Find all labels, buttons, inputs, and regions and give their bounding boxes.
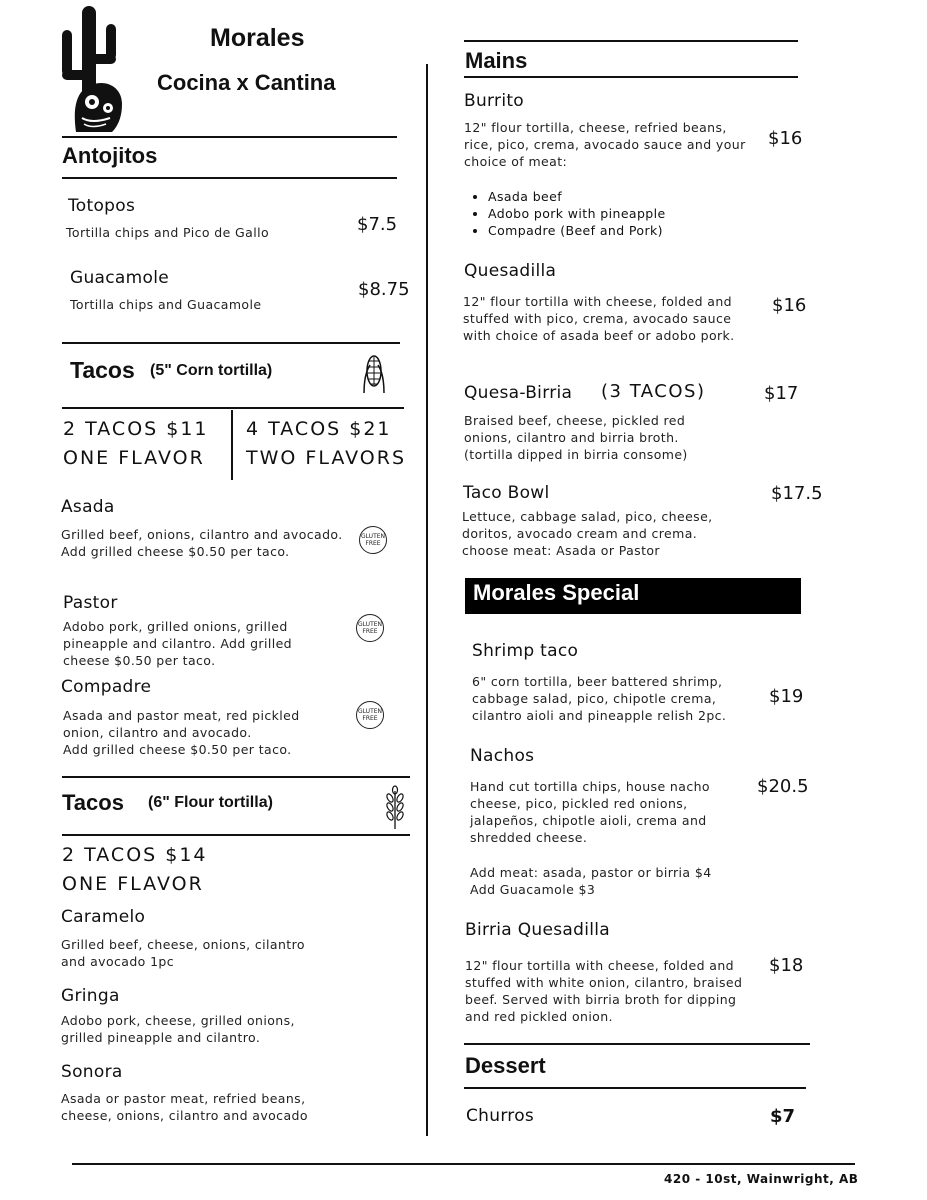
menu-item-price: $16 bbox=[772, 295, 807, 316]
divider bbox=[62, 776, 410, 778]
menu-item-description: Braised beef, cheese, pickled red onions, cilantro and birria broth. (tortilla dipped in birria consome) bbox=[464, 413, 688, 462]
combo-4-tacos bbox=[246, 415, 406, 473]
gluten-free-icon: GLUTEN FREE bbox=[356, 701, 384, 729]
menu-item-description: 12" flour tortilla with cheese, folded and stuffed with pico, crema, avocado sauce with choice of asada beef or adobo pork. bbox=[463, 294, 735, 343]
column-divider bbox=[426, 64, 428, 1136]
menu-item-description: Adobo pork, grilled onions, grilled pineapple and cilantro. Add grilled cheese $0.50 per taco. bbox=[63, 619, 293, 668]
menu-item-description: Tortilla chips and Pico de Gallo bbox=[66, 225, 269, 240]
menu-item-description: Grilled beef, cheese, onions, cilantro and avocado 1pc bbox=[61, 937, 305, 969]
section-subtitle: (6" Flour tortilla) bbox=[148, 794, 273, 811]
section-title-tacos-flour: Tacos bbox=[62, 790, 124, 815]
divider bbox=[62, 177, 397, 179]
section-title-dessert: Dessert bbox=[465, 1053, 546, 1078]
divider bbox=[62, 834, 410, 836]
menu-item-quantity: (3 TACOS) bbox=[601, 381, 706, 402]
menu-item-addons: Add meat: asada, pastor or birria $4 Add Guacamole $3 bbox=[470, 865, 712, 897]
menu-item-description: 6" corn tortilla, beer battered shrimp, cabbage salad, pico, chipotle crema, cilantro aioli and pineapple relish 2pc. bbox=[472, 674, 727, 723]
divider bbox=[464, 40, 798, 42]
divider bbox=[62, 136, 397, 138]
menu-item-name: Birria Quesadilla bbox=[465, 920, 610, 940]
menu-item-name: Taco Bowl bbox=[463, 483, 550, 503]
section-header-special bbox=[465, 578, 801, 614]
combo-flavor: ONE FLAVOR bbox=[63, 447, 205, 469]
menu-item-price: $17.5 bbox=[771, 483, 823, 504]
menu-item-price: $17 bbox=[764, 383, 799, 404]
menu-item-name: Quesa-Birria bbox=[464, 383, 573, 403]
combo-flavor: TWO FLAVORS bbox=[246, 447, 407, 469]
menu-item-price: $18 bbox=[769, 955, 804, 976]
section-title-tacos-corn: Tacos bbox=[70, 357, 135, 383]
section-title-special: Morales Special bbox=[473, 580, 640, 605]
menu-item-description: Tortilla chips and Guacamole bbox=[70, 297, 262, 312]
combo-price: 2 TACOS $11 bbox=[63, 418, 209, 440]
combo-divider bbox=[231, 410, 233, 480]
combo-price: 4 TACOS $21 bbox=[246, 418, 392, 440]
menu-item-name: Churros bbox=[466, 1106, 535, 1126]
section-title-mains: Mains bbox=[465, 48, 528, 73]
menu-item-description: Adobo pork, cheese, grilled onions, grilled pineapple and cilantro. bbox=[61, 1013, 295, 1045]
divider bbox=[62, 407, 404, 409]
divider bbox=[464, 1043, 810, 1045]
combo-flavor: ONE FLAVOR bbox=[62, 873, 204, 895]
menu-item-name: Quesadilla bbox=[464, 261, 557, 281]
combo-flour-tacos bbox=[62, 841, 208, 899]
restaurant-tagline: Cocina x Cantina bbox=[157, 70, 336, 95]
menu-item-name: Sonora bbox=[61, 1062, 123, 1082]
divider bbox=[464, 76, 798, 78]
menu-item-description: Grilled beef, onions, cilantro and avocado. Add grilled cheese $0.50 per taco. bbox=[61, 527, 343, 559]
wheat-icon bbox=[384, 785, 406, 835]
menu-item-name: Pastor bbox=[63, 593, 118, 613]
menu-item-name: Compadre bbox=[61, 677, 152, 697]
menu-item-price: $7.5 bbox=[357, 214, 398, 235]
menu-item-description: Asada or pastor meat, refried beans, cheese, onions, cilantro and avocado bbox=[61, 1091, 308, 1123]
menu-item-name: Totopos bbox=[68, 196, 136, 216]
menu-item-description: 12" flour tortilla with cheese, folded and stuffed with white onion, cilantro, braised beef. Served with birria broth for dipping and red pickled onion. bbox=[465, 958, 743, 1024]
menu-item-description: 12" flour tortilla, cheese, refried beans, rice, pico, crema, avocado sauce and your choice of meat: bbox=[464, 120, 746, 169]
menu-item-description: Asada and pastor meat, red pickled onion, cilantro and avocado. Add grilled cheese $0.50 per taco. bbox=[63, 708, 300, 757]
menu-item-name: Gringa bbox=[61, 986, 120, 1006]
combo-price: 2 TACOS $14 bbox=[62, 844, 208, 866]
footer-address: 420 - 10st, Wainwright, AB bbox=[664, 1172, 859, 1186]
section-title-antojitos: Antojitos bbox=[62, 143, 158, 168]
menu-item-price: $7 bbox=[770, 1106, 796, 1127]
cactus-logo-icon bbox=[56, 4, 126, 134]
menu-item-name: Asada bbox=[61, 497, 115, 517]
footer-divider bbox=[72, 1163, 855, 1165]
divider bbox=[464, 1087, 806, 1089]
burrito-options-list bbox=[466, 188, 666, 239]
menu-item-price: $20.5 bbox=[757, 776, 809, 797]
menu-item-name: Guacamole bbox=[70, 268, 169, 288]
menu-item-price: $19 bbox=[769, 686, 804, 707]
section-subtitle: (5" Corn tortilla) bbox=[150, 362, 273, 379]
menu-item-description: Lettuce, cabbage salad, pico, cheese, doritos, avocado cream and crema. choose meat: Asada or Pastor bbox=[462, 509, 713, 558]
menu-item-name: Caramelo bbox=[61, 907, 146, 927]
menu-item-name: Shrimp taco bbox=[472, 641, 579, 661]
divider bbox=[62, 342, 400, 344]
menu-item-name: Nachos bbox=[470, 746, 535, 766]
menu-item-name: Burrito bbox=[464, 91, 525, 111]
menu-item-price: $16 bbox=[768, 128, 803, 149]
corn-icon bbox=[360, 353, 388, 399]
restaurant-name: Morales bbox=[210, 24, 305, 52]
menu-item-price: $8.75 bbox=[358, 279, 410, 300]
list-item: • Compadre (Beef and Pork) bbox=[488, 222, 666, 239]
gluten-free-icon: GLUTEN FREE bbox=[359, 526, 387, 554]
list-item: • Adobo pork with pineapple bbox=[488, 205, 666, 222]
list-item: • Asada beef bbox=[488, 188, 666, 205]
menu-item-description: Hand cut tortilla chips, house nacho cheese, pico, pickled red onions, jalapeños, chipotle aioli, crema and shredded cheese. bbox=[470, 779, 710, 845]
gluten-free-icon: GLUTEN FREE bbox=[356, 614, 384, 642]
combo-2-tacos bbox=[63, 415, 209, 473]
